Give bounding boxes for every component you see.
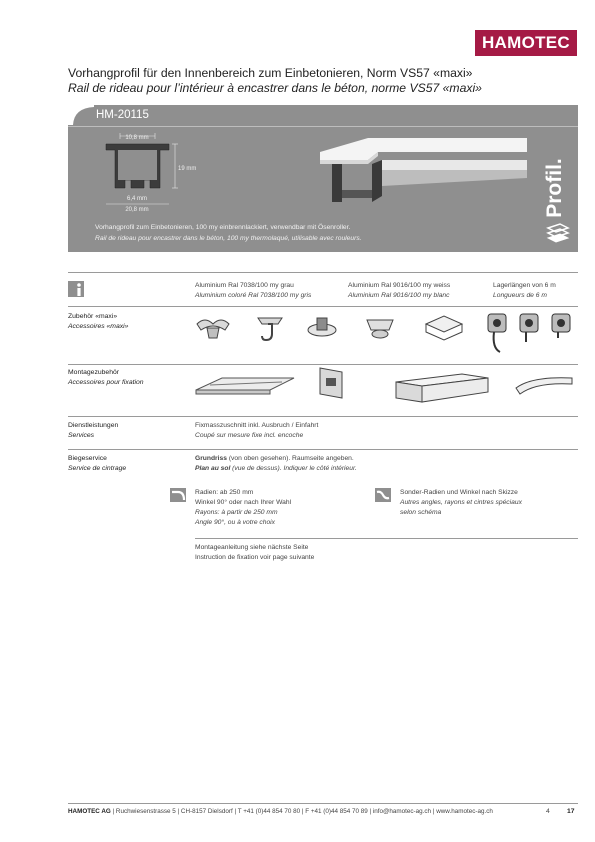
plan-bold-de: Grundriss bbox=[195, 455, 227, 462]
special-text-fr-1: Autres angles, rayons et cintres spéciaux bbox=[400, 499, 522, 506]
instruction-note-de: Montageanleitung siehe nächste Seite bbox=[195, 544, 309, 551]
profile-stack-icon bbox=[546, 222, 570, 244]
accessories-label-fr: Accessoires «maxi» bbox=[68, 323, 129, 330]
finish-white-de: Aluminium Ral 9016/100 my weiss bbox=[348, 282, 451, 289]
hamotec-logo: HAMOTEC bbox=[475, 30, 577, 56]
divider bbox=[195, 538, 578, 539]
glider-accessory-image bbox=[193, 310, 233, 342]
rail-3d-image bbox=[312, 130, 527, 210]
divider bbox=[68, 449, 578, 450]
services-text-de: Fixmasszuschnitt inkl. Ausbruch / Einfahrt bbox=[195, 422, 319, 429]
dim-top: 10,8 mm bbox=[125, 135, 149, 141]
plan-rest-de: (von oben gesehen). Raumseite angeben. bbox=[226, 455, 354, 462]
radius-bend-icon bbox=[170, 488, 186, 502]
section-number: 4 bbox=[546, 808, 550, 815]
hook-glider-image bbox=[252, 310, 288, 344]
radius-text-fr: Rayons: à partir de 250 mm bbox=[195, 509, 278, 516]
page-number: 17 bbox=[567, 808, 575, 815]
plan-text-de bbox=[195, 455, 354, 462]
stock-length-fr: Longueurs de 6 m bbox=[493, 292, 547, 299]
footer-company: HAMOTEC AG bbox=[68, 808, 111, 815]
special-text-de: Sonder-Radien und Winkel nach Skizze bbox=[400, 489, 518, 496]
mounting-label-de: Montagezubehör bbox=[68, 369, 120, 376]
title-german: Vorhangprofil für den Innenbereich zum Einbetonieren, Norm VS57 «maxi» bbox=[68, 66, 473, 80]
bending-label-fr: Service de cintrage bbox=[68, 465, 127, 472]
angle-text-fr: Angle 90°, ou à votre choix bbox=[195, 519, 276, 526]
mounting-plate-image bbox=[316, 364, 348, 400]
product-description-de: Vorhangprofil zum Einbetonieren, 100 my einbrennlackiert, verwendbar mit Ösenroller. bbox=[95, 224, 351, 231]
plan-bold-fr: Plan au sol bbox=[195, 465, 231, 472]
mounting-label-fr: Accessoires pour fixation bbox=[68, 379, 144, 386]
finish-grey-fr: Aluminium coloré Ral 7038/100 my gris bbox=[195, 292, 312, 299]
corner-swoosh-icon bbox=[68, 105, 94, 125]
plan-rest-fr: (vue de dessus). Indiquer le côté intérieur. bbox=[230, 465, 357, 472]
mounting-strip-image bbox=[192, 372, 297, 396]
services-text-fr: Coupé sur mesure fixe incl. encoche bbox=[195, 432, 304, 439]
footer-address bbox=[68, 808, 493, 815]
dim-slot: 6,4 mm bbox=[126, 196, 148, 202]
accessories-label-de: Zubehör «maxi» bbox=[68, 313, 118, 320]
divider bbox=[68, 272, 578, 273]
finish-grey-de: Aluminium Ral 7038/100 my grau bbox=[195, 282, 294, 289]
finish-white-fr: Aluminium Ral 9016/100 my blanc bbox=[348, 292, 450, 299]
dim-height: 19 mm bbox=[178, 166, 197, 172]
footer-contact: | Ruchwiesenstrasse 5 | CH-8157 Dielsdorf | T +41 (0)44 854 70 80 | F +41 (0)44 854 70 89 | info@hamotec-ag.ch | www.hamotec-ag.ch bbox=[110, 808, 493, 815]
mounting-channel-image bbox=[392, 368, 492, 408]
panel-divider bbox=[68, 126, 578, 127]
roller-carriers-image bbox=[484, 308, 574, 358]
product-code: HM-20115 bbox=[96, 109, 149, 121]
plan-text-fr bbox=[195, 465, 357, 472]
services-label-de: Dienstleistungen bbox=[68, 422, 119, 429]
divider bbox=[68, 416, 578, 417]
profil-brand-mark bbox=[538, 148, 572, 228]
dim-bottom: 20,8 mm bbox=[125, 207, 149, 213]
divider bbox=[68, 306, 578, 307]
stock-length-de: Lagerlängen von 6 m bbox=[493, 282, 556, 289]
services-label-fr: Services bbox=[68, 432, 95, 439]
special-text-fr-2: selon schéma bbox=[400, 509, 442, 516]
profile-cross-section bbox=[100, 128, 210, 216]
angle-text-de: Winkel 90° oder nach Ihrer Wahl bbox=[195, 499, 292, 506]
ceiling-bracket-image bbox=[363, 312, 397, 342]
cover-profile-image bbox=[512, 372, 576, 400]
radius-text-de: Radien: ab 250 mm bbox=[195, 489, 254, 496]
title-french: Rail de rideau pour l’intérieur à encastrer dans le béton, norme VS57 «maxi» bbox=[68, 81, 482, 95]
brand-text: Profil. bbox=[543, 158, 566, 218]
end-cap-image bbox=[422, 310, 466, 344]
footer-divider bbox=[68, 803, 578, 804]
end-stop-image bbox=[305, 312, 339, 340]
instruction-note-fr: Instruction de fixation voir page suivante bbox=[195, 554, 315, 561]
bending-label-de: Biegeservice bbox=[68, 455, 107, 462]
special-bend-icon bbox=[375, 488, 391, 502]
info-icon bbox=[68, 281, 84, 297]
product-description-fr: Rail de rideau pour encastrer dans le béton, 100 my thermolaqué, utilisable avec rouleurs. bbox=[95, 235, 362, 242]
